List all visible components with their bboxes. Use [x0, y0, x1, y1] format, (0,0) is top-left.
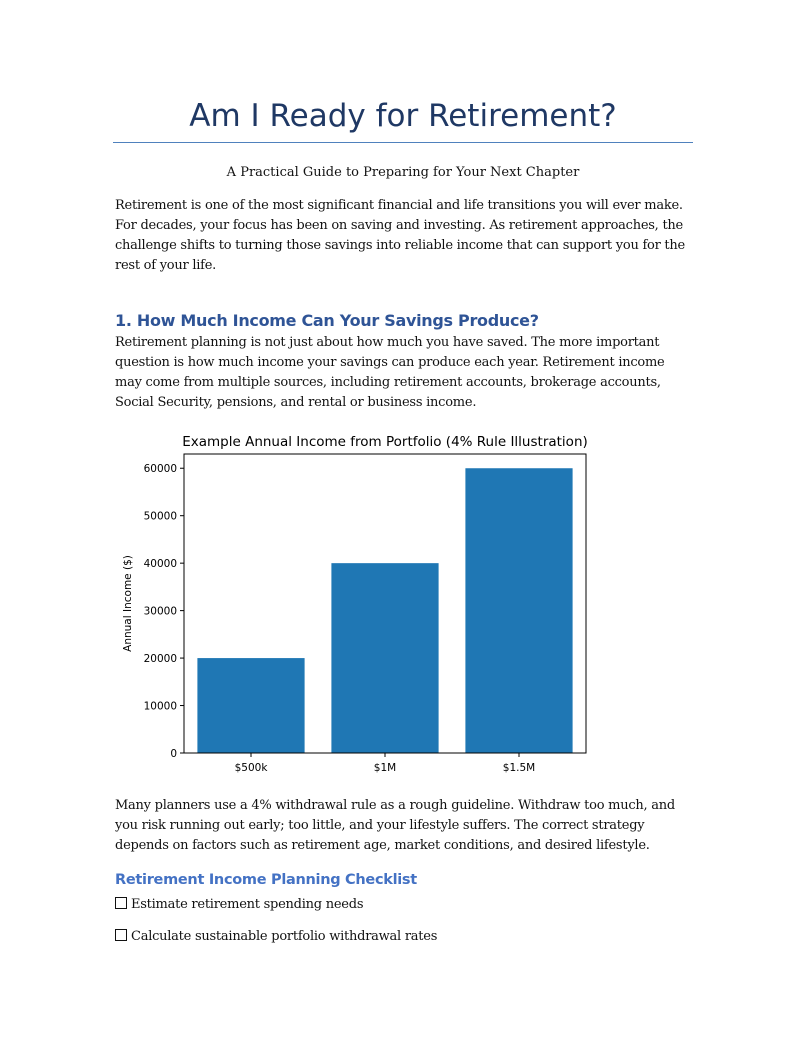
intro-paragraph: Retirement is one of the most significant financial and life transitions you will ever make. For decades, your focus has been on saving and investing. As retirement approaches, the challenge shifts to turning those savings into reliable income that can support you for the rest of your life.	[115, 198, 685, 273]
chart-bar	[197, 658, 304, 753]
checkbox-icon[interactable]	[115, 897, 127, 909]
x-tick-label: $500k	[234, 762, 268, 774]
y-tick-label: 20000	[143, 653, 177, 666]
checklist-item[interactable]	[115, 896, 363, 914]
y-tick-label: 60000	[143, 463, 177, 476]
y-tick-label: 40000	[143, 558, 177, 571]
title-underline	[113, 142, 693, 143]
checklist-item[interactable]	[115, 928, 437, 946]
page-subtitle: A Practical Guide to Preparing for Your Next Chapter	[226, 165, 580, 180]
checklist-heading: Retirement Income Planning Checklist	[115, 872, 417, 888]
page-title: Am I Ready for Retirement?	[189, 98, 617, 134]
chart-bar	[465, 468, 572, 753]
income-bar-chart	[112, 426, 602, 786]
chart-title: Example Annual Income from Portfolio (4% Rule Illustration)	[182, 434, 588, 450]
y-tick-label: 10000	[143, 700, 177, 713]
y-tick-label: 50000	[143, 510, 177, 523]
withdrawal-rule-paragraph: Many planners use a 4% withdrawal rule as a rough guideline. Withdraw too much, and you risk running out early; too little, and your lifestyle suffers. The correct strategy depends on factors such as retirement age, market conditions, and desired lifestyle.	[115, 798, 675, 853]
section-1-paragraph: Retirement planning is not just about how much you have saved. The more important question is how much income your savings can produce each year. Retirement income may come from multiple sources, including retirement accounts, brokerage accounts, Social Security, pensions, and rental or business income.	[115, 335, 665, 410]
checklist-item-label: Estimate retirement spending needs	[131, 897, 364, 912]
checkbox-icon[interactable]	[115, 929, 127, 941]
x-tick-label: $1.5M	[502, 762, 536, 774]
y-tick-label: 0	[170, 748, 177, 760]
chart-bar	[331, 563, 438, 753]
x-tick-label: $1M	[373, 762, 397, 774]
section-1-heading: 1. How Much Income Can Your Savings Produce?	[115, 311, 539, 330]
checklist-item-label: Calculate sustainable portfolio withdrawal rates	[131, 929, 438, 944]
y-tick-label: 30000	[143, 605, 177, 618]
y-axis-label: Annual Income ($)	[122, 555, 134, 652]
